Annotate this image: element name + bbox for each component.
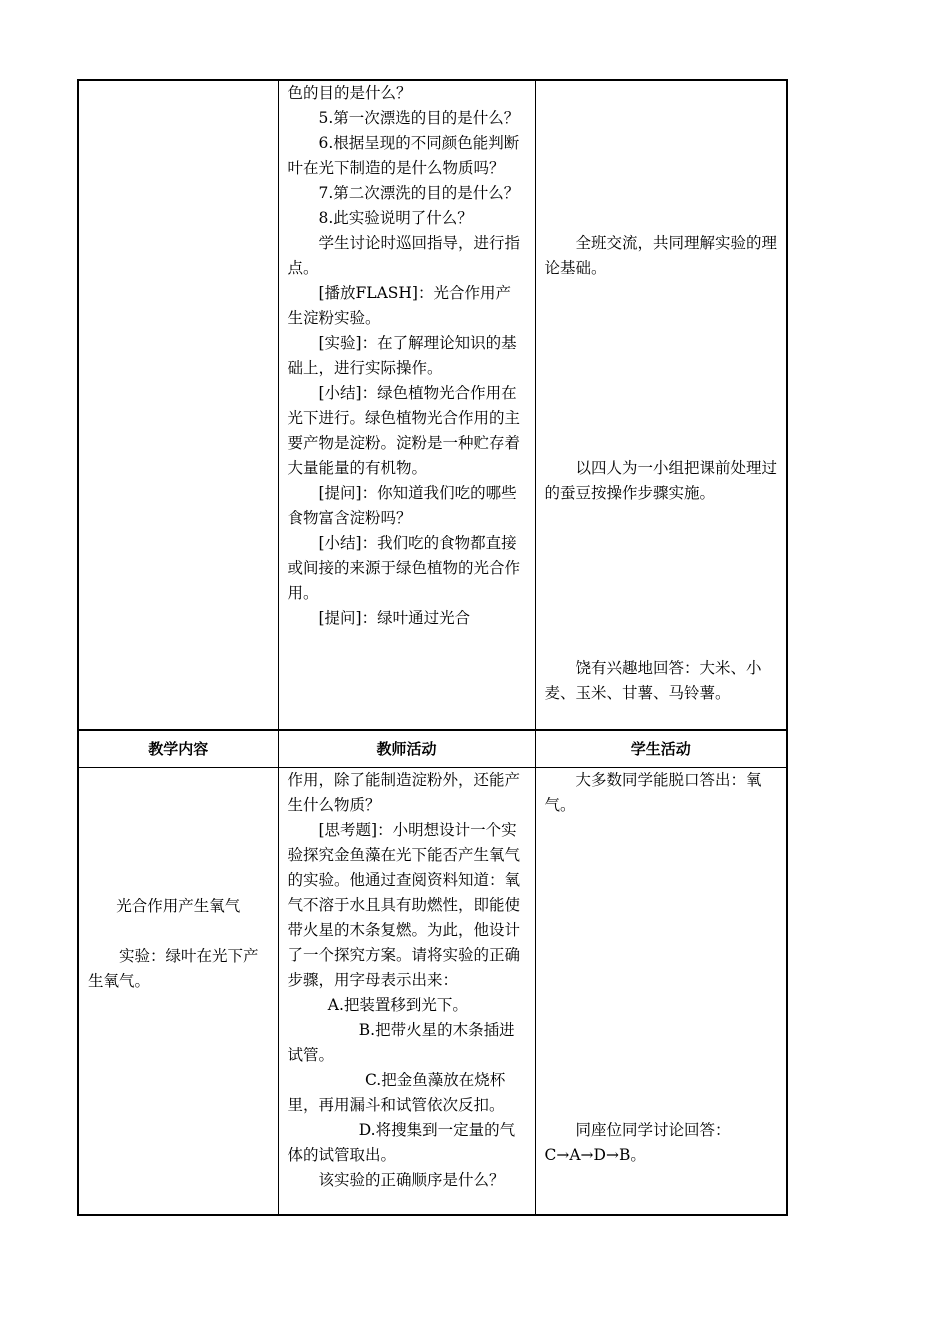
header-teacher: 教师活动 — [278, 730, 535, 768]
teacher-line: 色的目的是什么？ — [287, 84, 412, 102]
lesson-plan-table — [77, 79, 788, 1216]
teacher-activity-cell — [278, 768, 535, 1216]
content-experiment: 实验：绿叶在光下产生氧气。 — [88, 947, 259, 990]
teacher-line: 作用，除了能制造淀粉外，还能产生什么物质？ — [287, 771, 521, 814]
teacher-activity-cell — [278, 80, 535, 730]
teacher-question-5: 5.第一次漂选的目的是什么？ — [318, 109, 520, 127]
student-response: 同座位同学讨论回答：C→A→D→B。 — [544, 1121, 731, 1164]
content-cell — [78, 768, 278, 1216]
teacher-question-7: 7.第二次漂洗的目的是什么？ — [318, 184, 520, 202]
teacher-question-8: 8.此实验说明了什么？ — [318, 209, 473, 227]
header-content: 教学内容 — [78, 730, 278, 768]
student-response: 大多数同学能脱口答出：氧气。 — [544, 771, 762, 814]
student-activity-cell — [535, 80, 787, 730]
student-response: 饶有兴趣地回答：大米、小麦、玉米、甘薯、马铃薯。 — [544, 659, 762, 702]
content-topic: 光合作用产生氧气 — [116, 897, 241, 915]
teacher-summary: [小结]：我们吃的食物都直接或间接的来源于绿色植物的光合作用。 — [287, 534, 521, 602]
student-activity-cell — [535, 768, 787, 1216]
teacher-experiment: [实验]：在了解理论知识的基础上，进行实际操作。 — [287, 334, 517, 377]
teacher-think-question: [思考题]：小明想设计一个实验探究金鱼藻在光下能否产生氧气的实验。他通过查阅资料知道：氧气不溶于水且具有助燃性，即能使带火星的木条复燃。为此，他设计了一个探究方案。请将实验的正确步骤，用字母表示出来： — [287, 821, 521, 989]
table-row — [78, 768, 787, 1216]
content-cell — [78, 80, 278, 730]
teacher-step-c: C.把金鱼藻放在烧杯里，再用漏斗和试管依次反扣。 — [287, 1071, 506, 1114]
teacher-step-a: A.把装置移到光下。 — [327, 996, 468, 1014]
student-response: 全班交流，共同理解实验的理论基础。 — [544, 234, 778, 277]
teacher-question: 该实验的正确顺序是什么？ — [318, 1171, 505, 1189]
teacher-question: [提问]：绿叶通过光合 — [318, 609, 471, 627]
teacher-summary: [小结]：绿色植物光合作用在光下进行。绿色植物光合作用的主要产物是淀粉。淀粉是一种贮存着大量能量的有机物。 — [287, 384, 521, 477]
teacher-guidance: 学生讨论时巡回指导，进行指点。 — [287, 234, 521, 277]
teacher-question: [提问]：你知道我们吃的哪些食物富含淀粉吗？ — [287, 484, 517, 527]
teacher-step-d: D.将搜集到一定量的气体的试管取出。 — [287, 1121, 516, 1164]
table-row — [78, 80, 787, 730]
teacher-question-6: 6.根据呈现的不同颜色能判断叶在光下制造的是什么物质吗？ — [287, 134, 520, 177]
teacher-step-b: B.把带火星的木条插进试管。 — [287, 1021, 515, 1064]
table-header-row — [78, 730, 787, 768]
header-student: 学生活动 — [535, 730, 787, 768]
teacher-flash: [播放FLASH]：光合作用产生淀粉实验。 — [287, 284, 511, 327]
student-response: 以四人为一小组把课前处理过的蚕豆按操作步骤实施。 — [544, 459, 778, 502]
